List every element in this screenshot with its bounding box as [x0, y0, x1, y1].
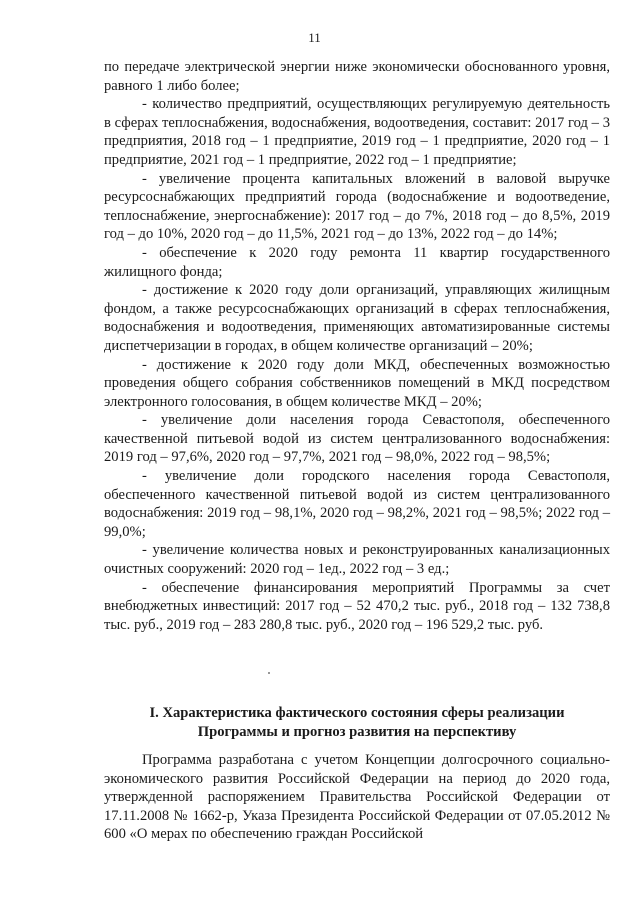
section-heading-line: I. Характеристика фактического состояния сферы реализации [149, 705, 565, 721]
list-item: - увеличение доли городского населения города Севастополя, обеспеченного качественной питьевой водой из систем централизованного водоснабжения: 2019 год – 98,1%, 2020 год – 98,2%, 2021 год – 98,5%; 2022 год – 99,0%; [104, 468, 610, 540]
section-heading-line: Программы и прогноз развития на перспективу [197, 723, 517, 740]
list-item: - увеличение количества новых и реконструированных канализационных очистных сооружений: 2020 год – 1ед., 2022 год – 3 ед.; [104, 542, 610, 578]
list-item: - обеспечение к 2020 году ремонта 11 квартир государственного жилищного фонда; [104, 244, 610, 280]
page-number: 11 [308, 30, 321, 45]
body-text [104, 58, 610, 634]
section-paragraph: Программа разработана с учетом Концепции долгосрочного социально-экономического развития Российской Федерации на период до 2020 года, утвержденной распоряжением Правительства Российской Федерации от 17.11.2008 № 1662-р, Указа Президента Российской Федерации от 07.05.2012 № 600 «О мерах по обеспечению граждан Российской [104, 752, 610, 843]
section-heading [104, 704, 610, 741]
list-item: - достижение к 2020 году доли организаций, управляющих жилищным фондом, а также ресурсоснабжающих организаций в сферах теплоснабжения, водоснабжения и водоотведения, применяющих автоматизированные системы диспетчеризации в городах, в общем количестве организаций – 20%; [104, 282, 610, 354]
list-item: - достижение к 2020 году доли МКД, обеспеченных возможностью проведения общего собрания собственников помещений в МКД посредством электронного голосования, в общем количестве МКД – 20%; [104, 356, 610, 410]
list-item: - количество предприятий, осуществляющих регулируемую деятельность в сферах теплоснабжения, водоснабжения, водоотведения, составит: 2017 год – 3 предприятия, 2018 год – 1 предприятие, 2019 год – 1 предприятие, 2020 год – 1 предприятие, 2021 год – 1 предприятие, 2022 год – 1 предприятие; [104, 96, 610, 168]
intro-paragraph: по передаче электрической энергии ниже экономически обоснованного уровня, равного 1 либо более; [104, 59, 610, 94]
list-item: - увеличение процента капитальных вложений в валовой выручке ресурсоснабжающих предприятий города (водоснабжение и водоотведение, теплоснабжение, энергоснабжение): 2017 год – до 7%, 2018 год – до 8,5%, 2019 год – до 10%, 2020 год – до 11,5%, 2021 год – до 13%, 2022 год – до 14%; [104, 170, 610, 243]
stray-dot [268, 672, 270, 674]
list-item: - увеличение доли населения города Севастополя, обеспеченного качественной питьевой водой из систем централизованного водоснабжения: 2019 год – 97,6%, 2020 год – 97,7%, 2021 год – 98,0%, 2022 год – 98,5%; [104, 412, 610, 466]
list-item: - обеспечение финансирования мероприятий Программы за счет внебюджетных инвестиций: 2017 год – 52 470,2 тыс. руб., 2018 год – 132 738,8 тыс. руб., 2019 год – 283 280,8 тыс. руб., 2020 год – 196 529,2 тыс. руб. [104, 579, 610, 633]
